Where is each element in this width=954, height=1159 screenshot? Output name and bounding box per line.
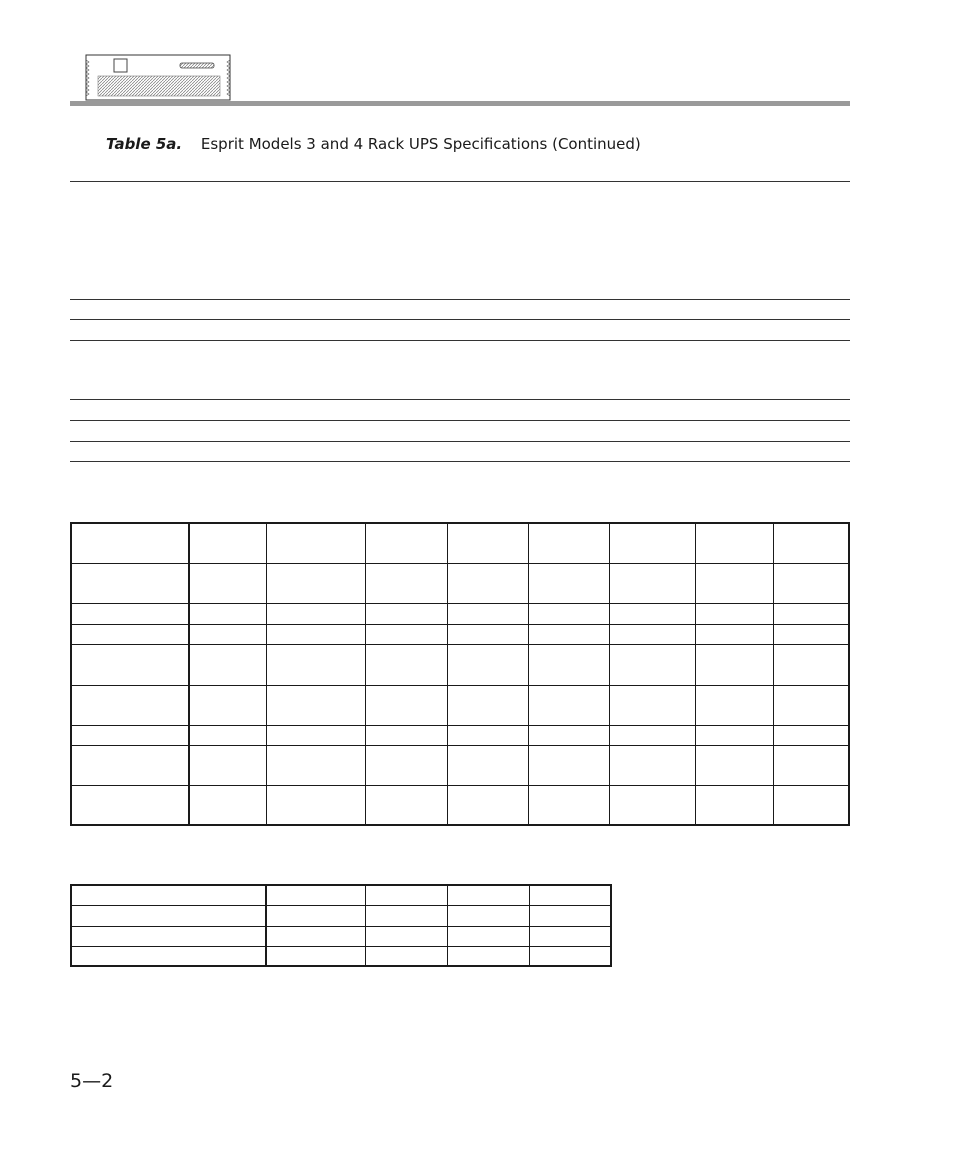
table-row [71, 905, 611, 926]
table-row [71, 563, 849, 603]
spec-rule [70, 299, 850, 300]
table-row [71, 926, 611, 946]
spec-rule [70, 399, 850, 400]
table-row [71, 885, 611, 905]
specifications-table [70, 522, 850, 826]
table-row [71, 644, 849, 685]
battery-table [70, 884, 612, 967]
spec-rule [70, 319, 850, 320]
table-caption-label: Table 5a. [106, 135, 183, 153]
spec-rule [70, 441, 850, 442]
table-row [71, 745, 849, 785]
table-row [71, 603, 849, 624]
table-row [71, 523, 849, 563]
table-row [71, 946, 611, 966]
table-row [71, 685, 849, 725]
page-number: 5—2 [70, 1070, 114, 1092]
spec-rule [70, 181, 850, 182]
spec-rule [70, 420, 850, 421]
table-row [71, 725, 849, 745]
spec-rule [70, 340, 850, 341]
ups-rack-unit-icon [84, 54, 232, 102]
table-caption [106, 135, 641, 153]
spec-rule [70, 461, 850, 462]
table-row [71, 785, 849, 825]
table-row [71, 624, 849, 644]
header-rule [70, 101, 850, 106]
table-caption-title: Esprit Models 3 and 4 Rack UPS Specifications (Continued) [200, 135, 641, 153]
